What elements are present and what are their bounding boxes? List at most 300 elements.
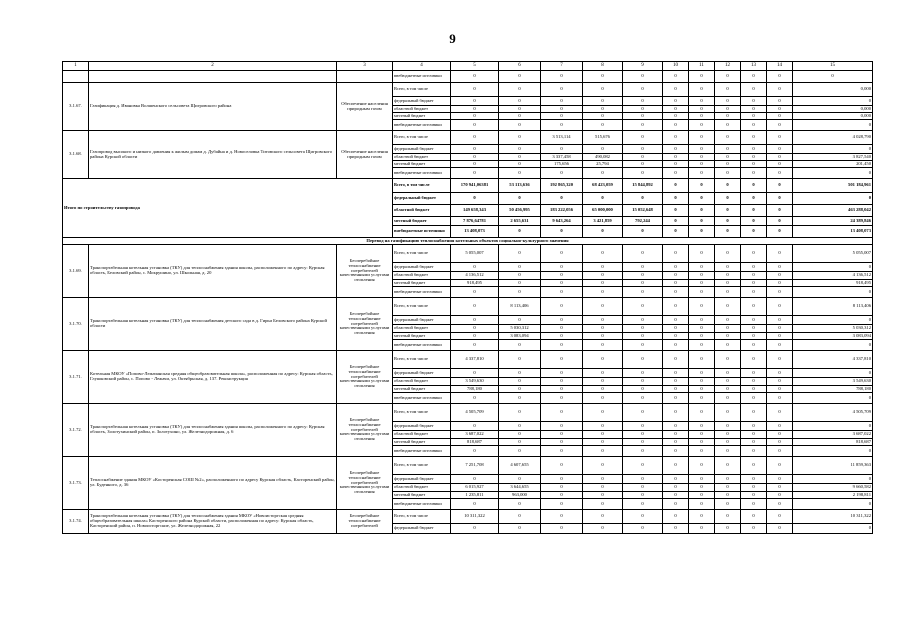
value-cell: 0: [741, 280, 767, 287]
value-cell: 0: [451, 333, 499, 340]
value-cell: 0: [741, 446, 767, 457]
value-cell: 0: [663, 205, 689, 217]
value-cell: 0: [689, 71, 715, 83]
value-cell: 0: [767, 499, 793, 510]
value-cell: 0: [583, 457, 623, 475]
source-cell: Всего, в том числе: [393, 245, 451, 263]
value-cell: 5 030,312: [793, 325, 873, 333]
value-cell: 0: [663, 446, 689, 457]
value-cell: 0: [663, 524, 689, 534]
value-cell: 0: [663, 131, 689, 145]
value-cell: 0: [541, 457, 583, 475]
object-name: Газификация д. Ивановка Волшенского сельсовета Щигровского района: [89, 83, 337, 131]
value-cell: 918,495: [451, 280, 499, 287]
source-cell: Всего, в том числе: [393, 404, 451, 422]
table-row: [63, 457, 873, 475]
value-cell: 0: [689, 168, 715, 179]
value-cell: 0: [767, 351, 793, 369]
value-cell: 0: [767, 457, 793, 475]
value-cell: 0: [793, 393, 873, 404]
value-cell: 0: [715, 492, 741, 499]
budget-table: [62, 61, 873, 534]
value-cell: 0: [767, 226, 793, 238]
value-cell: 0: [623, 422, 663, 431]
value-cell: 0: [583, 492, 623, 499]
source-cell: внебюджетные источники: [393, 287, 451, 298]
value-cell: 0: [623, 325, 663, 333]
value-cell: 0: [541, 272, 583, 280]
value-cell: 0: [663, 499, 689, 510]
value-cell: 0: [663, 378, 689, 386]
value-cell: 0: [499, 510, 541, 524]
source-cell: внебюджетные источники: [393, 226, 451, 238]
value-cell: 0: [767, 83, 793, 97]
object-name: Теплоснабжение здания МКОУ «Косторенская СОШ №2», расположенного по адресу Курская область, Касторенский район, ул. Буденного, д. 36: [89, 457, 337, 510]
value-cell: 0: [689, 272, 715, 280]
value-cell: 0: [715, 386, 741, 393]
value-cell: 0: [583, 369, 623, 378]
value-cell: 0: [767, 484, 793, 492]
value-cell: 0: [663, 492, 689, 499]
value-cell: 0: [767, 386, 793, 393]
value-cell: 0: [499, 145, 541, 154]
value-cell: 0: [451, 154, 499, 161]
table-row: [63, 351, 873, 369]
value-cell: 0: [793, 287, 873, 298]
value-cell: 0: [741, 340, 767, 351]
value-cell: 0: [741, 325, 767, 333]
value-cell: 0: [541, 168, 583, 179]
source-cell: федеральный бюджет: [393, 475, 451, 484]
value-cell: 0: [741, 71, 767, 83]
source-cell: федеральный бюджет: [393, 97, 451, 106]
source-cell: Всего, в том числе: [393, 510, 451, 524]
row-number: 3.1.70.: [63, 298, 89, 351]
value-cell: 0: [623, 439, 663, 446]
value-cell: 50 456,995: [499, 205, 541, 217]
value-cell: 4 607,655: [499, 457, 541, 475]
value-cell: 0: [623, 106, 663, 113]
value-cell: 0: [499, 161, 541, 168]
value-cell: 0: [767, 439, 793, 446]
value-cell: 0: [541, 475, 583, 484]
header-cell: 13: [741, 62, 767, 71]
purpose-cell: Бесперебойное теплоснабжение потребителей качественными услугами отопления: [337, 457, 393, 510]
source-cell: местный бюджет: [393, 161, 451, 168]
source-cell: областной бюджет: [393, 205, 451, 217]
value-cell: 0: [623, 280, 663, 287]
value-cell: 0: [499, 280, 541, 287]
value-cell: 0: [451, 106, 499, 113]
value-cell: 0: [663, 168, 689, 179]
value-cell: 0: [767, 113, 793, 120]
value-cell: 490,082: [583, 154, 623, 161]
value-cell: 0: [715, 168, 741, 179]
value-cell: 0: [499, 499, 541, 510]
value-cell: 0: [793, 145, 873, 154]
value-cell: 0: [767, 369, 793, 378]
table-row: [63, 131, 873, 145]
value-cell: 0: [663, 179, 689, 193]
source-cell: внебюджетные источники: [393, 499, 451, 510]
value-cell: 0: [767, 298, 793, 316]
source-cell: внебюджетные источники: [393, 71, 451, 83]
value-cell: 0: [767, 263, 793, 272]
source-cell: федеральный бюджет: [393, 524, 451, 534]
value-cell: 0: [663, 298, 689, 316]
value-cell: 0: [499, 475, 541, 484]
value-cell: 9 660,582: [793, 484, 873, 492]
source-cell: федеральный бюджет: [393, 369, 451, 378]
value-cell: 0: [715, 340, 741, 351]
value-cell: 0: [583, 120, 623, 131]
value-cell: 0: [541, 316, 583, 325]
source-cell: Всего, в том числе: [393, 131, 451, 145]
row-number: 3.1.69.: [63, 245, 89, 298]
value-cell: 0: [689, 325, 715, 333]
value-cell: 0: [663, 351, 689, 369]
value-cell: 0: [741, 524, 767, 534]
source-cell: Всего, в том числе: [393, 457, 451, 475]
value-cell: 0: [793, 475, 873, 484]
value-cell: 0: [689, 245, 715, 263]
value-cell: 0: [689, 131, 715, 145]
value-cell: 0: [583, 263, 623, 272]
value-cell: 0: [715, 131, 741, 145]
header-cell: 10: [663, 62, 689, 71]
value-cell: 0: [623, 386, 663, 393]
value-cell: 0: [715, 378, 741, 386]
value-cell: 0: [715, 475, 741, 484]
value-cell: 0: [541, 97, 583, 106]
value-cell: 25,794: [583, 161, 623, 168]
value-cell: 0: [451, 316, 499, 325]
value-cell: 0: [451, 263, 499, 272]
section-title: Перевод на газификацию теплоснабжения котельных объектов социально-культурного значения: [63, 238, 873, 245]
value-cell: 0: [741, 83, 767, 97]
value-cell: 0: [623, 475, 663, 484]
value-cell: 0: [689, 280, 715, 287]
value-cell: 0: [499, 272, 541, 280]
value-cell: 0: [623, 97, 663, 106]
header-cell: 3: [337, 62, 393, 71]
value-cell: 183 222,056: [541, 205, 583, 217]
value-cell: 0: [541, 386, 583, 393]
value-cell: 0: [451, 325, 499, 333]
value-cell: 0: [541, 378, 583, 386]
value-cell: 0: [741, 499, 767, 510]
value-cell: 68 423,059: [583, 179, 623, 193]
value-cell: 0: [583, 113, 623, 120]
table-row: [63, 298, 873, 316]
value-cell: 0: [583, 333, 623, 340]
value-cell: 0: [715, 179, 741, 193]
value-cell: 0: [663, 369, 689, 378]
header-cell: 5: [451, 62, 499, 71]
value-cell: 0: [663, 145, 689, 154]
value-cell: 0: [741, 333, 767, 340]
value-cell: 0: [741, 457, 767, 475]
value-cell: 0: [541, 393, 583, 404]
value-cell: 0: [689, 83, 715, 97]
value-cell: 0: [715, 193, 741, 205]
value-cell: 0: [741, 193, 767, 205]
table-row: [63, 510, 873, 524]
value-cell: 0: [689, 393, 715, 404]
value-cell: 0: [663, 120, 689, 131]
row-number: 3.1.67.: [63, 83, 89, 131]
value-cell: 0: [715, 422, 741, 431]
value-cell: 0: [623, 404, 663, 422]
row-number: 3.1.72.: [63, 404, 89, 457]
value-cell: 0: [715, 369, 741, 378]
value-cell: 0: [767, 510, 793, 524]
value-cell: 4 028,790: [793, 131, 873, 145]
source-cell: федеральный бюджет: [393, 316, 451, 325]
value-cell: 0,000: [793, 113, 873, 120]
value-cell: 0: [663, 113, 689, 120]
value-cell: 0: [741, 106, 767, 113]
row-number: 3.1.68.: [63, 131, 89, 179]
value-cell: 0: [451, 113, 499, 120]
value-cell: 0: [583, 340, 623, 351]
value-cell: 5 055,007: [451, 245, 499, 263]
source-cell: областной бюджет: [393, 431, 451, 439]
value-cell: 0: [623, 393, 663, 404]
value-cell: 0: [451, 499, 499, 510]
row-number: 3.1.74.: [63, 510, 89, 534]
value-cell: 0: [499, 422, 541, 431]
value-cell: 0: [583, 475, 623, 484]
value-cell: 0: [689, 510, 715, 524]
value-cell: 0: [541, 83, 583, 97]
value-cell: 10 311,322: [451, 510, 499, 524]
value-cell: 0: [499, 287, 541, 298]
value-cell: 0: [741, 510, 767, 524]
value-cell: 8 113,406: [793, 298, 873, 316]
value-cell: 0: [741, 205, 767, 217]
header-cell: 12: [715, 62, 741, 71]
value-cell: 4 136,512: [793, 272, 873, 280]
value-cell: 0: [767, 71, 793, 83]
value-cell: 0: [451, 145, 499, 154]
purpose-cell: Бесперебойное теплоснабжение потребителей: [337, 510, 393, 534]
value-cell: 0: [767, 120, 793, 131]
value-cell: 0: [623, 351, 663, 369]
value-cell: 788,180: [451, 386, 499, 393]
value-cell: 0: [541, 499, 583, 510]
value-cell: 0: [623, 287, 663, 298]
value-cell: 0: [741, 422, 767, 431]
value-cell: 0: [741, 272, 767, 280]
value-cell: 0: [623, 71, 663, 83]
row-number: 3.1.73.: [63, 457, 89, 510]
value-cell: 0: [689, 404, 715, 422]
value-cell: 0: [767, 492, 793, 499]
value-cell: 0: [623, 272, 663, 280]
value-cell: 0: [451, 298, 499, 316]
value-cell: 0: [499, 446, 541, 457]
value-cell: 0: [623, 316, 663, 325]
value-cell: 0: [689, 369, 715, 378]
value-cell: 0: [499, 340, 541, 351]
value-cell: 0: [793, 71, 873, 83]
table-row: [63, 83, 873, 97]
value-cell: 0: [715, 217, 741, 226]
value-cell: 0: [451, 83, 499, 97]
source-cell: внебюджетные источники: [393, 340, 451, 351]
value-cell: 0: [499, 431, 541, 439]
value-cell: 918,495: [793, 280, 873, 287]
value-cell: 0: [767, 193, 793, 205]
value-cell: 0: [741, 179, 767, 193]
value-cell: 0: [583, 168, 623, 179]
value-cell: 0: [689, 475, 715, 484]
empty-cell: [337, 71, 393, 83]
value-cell: 0: [623, 120, 663, 131]
value-cell: 0: [741, 386, 767, 393]
value-cell: 0: [541, 439, 583, 446]
value-cell: 0: [767, 287, 793, 298]
value-cell: 0: [451, 193, 499, 205]
value-cell: 0: [663, 217, 689, 226]
value-cell: 0: [541, 340, 583, 351]
value-cell: 15 052,648: [623, 205, 663, 217]
value-cell: 0: [663, 340, 689, 351]
value-cell: 0: [499, 71, 541, 83]
value-cell: 0: [623, 245, 663, 263]
value-cell: 2 655,631: [499, 217, 541, 226]
value-cell: 0: [541, 325, 583, 333]
value-cell: 0: [583, 404, 623, 422]
header-cell: 9: [623, 62, 663, 71]
value-cell: 0: [741, 245, 767, 263]
value-cell: 0: [689, 431, 715, 439]
value-cell: 0: [689, 263, 715, 272]
value-cell: 0: [663, 386, 689, 393]
value-cell: 0: [741, 378, 767, 386]
value-cell: 0: [583, 97, 623, 106]
value-cell: 0: [451, 120, 499, 131]
value-cell: 0: [499, 83, 541, 97]
value-cell: 0: [741, 475, 767, 484]
value-cell: 0: [741, 113, 767, 120]
value-cell: 0: [689, 145, 715, 154]
value-cell: 0: [715, 97, 741, 106]
value-cell: 0: [499, 106, 541, 113]
value-cell: 0: [623, 524, 663, 534]
value-cell: 0: [583, 106, 623, 113]
purpose-cell: Обеспечение населения природным газом: [337, 131, 393, 179]
value-cell: 0: [583, 393, 623, 404]
value-cell: 0: [541, 333, 583, 340]
value-cell: 0: [499, 439, 541, 446]
value-cell: 0: [793, 97, 873, 106]
value-cell: 0: [767, 404, 793, 422]
value-cell: 0: [767, 145, 793, 154]
value-cell: 0: [583, 524, 623, 534]
value-cell: 0: [741, 351, 767, 369]
value-cell: 4 136,512: [451, 272, 499, 280]
value-cell: 0: [541, 226, 583, 238]
value-cell: 0: [715, 333, 741, 340]
value-cell: 0: [793, 524, 873, 534]
source-cell: областной бюджет: [393, 484, 451, 492]
value-cell: 0: [715, 161, 741, 168]
value-cell: 0: [623, 226, 663, 238]
value-cell: 0: [767, 179, 793, 193]
value-cell: 0: [689, 120, 715, 131]
value-cell: 0: [583, 325, 623, 333]
value-cell: 0: [541, 193, 583, 205]
value-cell: 0: [623, 492, 663, 499]
value-cell: 0: [541, 422, 583, 431]
value-cell: 0: [663, 422, 689, 431]
value-cell: 192 865,320: [541, 179, 583, 193]
value-cell: 175,656: [541, 161, 583, 168]
object-name: Транспортабельная котельная установка (ТКУ) для теплоснабжения детского сада в д. Гирьи Беловского района Курской области: [89, 298, 337, 351]
value-cell: 0: [623, 83, 663, 97]
value-cell: 0: [583, 422, 623, 431]
value-cell: 0: [689, 499, 715, 510]
value-cell: 0: [793, 340, 873, 351]
value-cell: 0: [541, 71, 583, 83]
source-cell: внебюджетные источники: [393, 120, 451, 131]
value-cell: 0: [623, 499, 663, 510]
value-cell: 0: [583, 71, 623, 83]
value-cell: 0: [767, 422, 793, 431]
value-cell: 0: [741, 369, 767, 378]
source-cell: местный бюджет: [393, 333, 451, 340]
header-cell: 4: [393, 62, 451, 71]
value-cell: 0: [741, 226, 767, 238]
value-cell: 0: [663, 97, 689, 106]
value-cell: 3 083,094: [499, 333, 541, 340]
value-cell: 0: [689, 386, 715, 393]
value-cell: 0: [689, 179, 715, 193]
value-cell: 0: [663, 457, 689, 475]
value-cell: 0: [689, 316, 715, 325]
value-cell: 0: [541, 145, 583, 154]
value-cell: 0: [741, 131, 767, 145]
value-cell: 3 549,630: [793, 378, 873, 386]
value-cell: 0: [451, 422, 499, 431]
value-cell: 0: [663, 393, 689, 404]
value-cell: 0: [499, 378, 541, 386]
value-cell: 0: [541, 484, 583, 492]
value-cell: 0: [689, 340, 715, 351]
value-cell: 0: [715, 145, 741, 154]
value-cell: 13 408,073: [451, 226, 499, 238]
value-cell: 0: [793, 422, 873, 431]
value-cell: 65 000,000: [583, 205, 623, 217]
value-cell: 0: [583, 439, 623, 446]
value-cell: 0: [451, 168, 499, 179]
value-cell: 0: [767, 154, 793, 161]
value-cell: 4 337,810: [451, 351, 499, 369]
value-cell: 0: [715, 71, 741, 83]
value-cell: 0: [541, 351, 583, 369]
value-cell: 0: [741, 484, 767, 492]
value-cell: 0: [715, 499, 741, 510]
purpose-cell: Бесперебойное теплоснабжение потребителей качественными услугами отопления: [337, 351, 393, 404]
value-cell: 0: [499, 404, 541, 422]
total-label: Итого по строительству газопровода: [63, 179, 393, 238]
value-cell: 0: [767, 446, 793, 457]
value-cell: 0: [689, 226, 715, 238]
value-cell: 0: [541, 431, 583, 439]
value-cell: 6 015,927: [451, 484, 499, 492]
